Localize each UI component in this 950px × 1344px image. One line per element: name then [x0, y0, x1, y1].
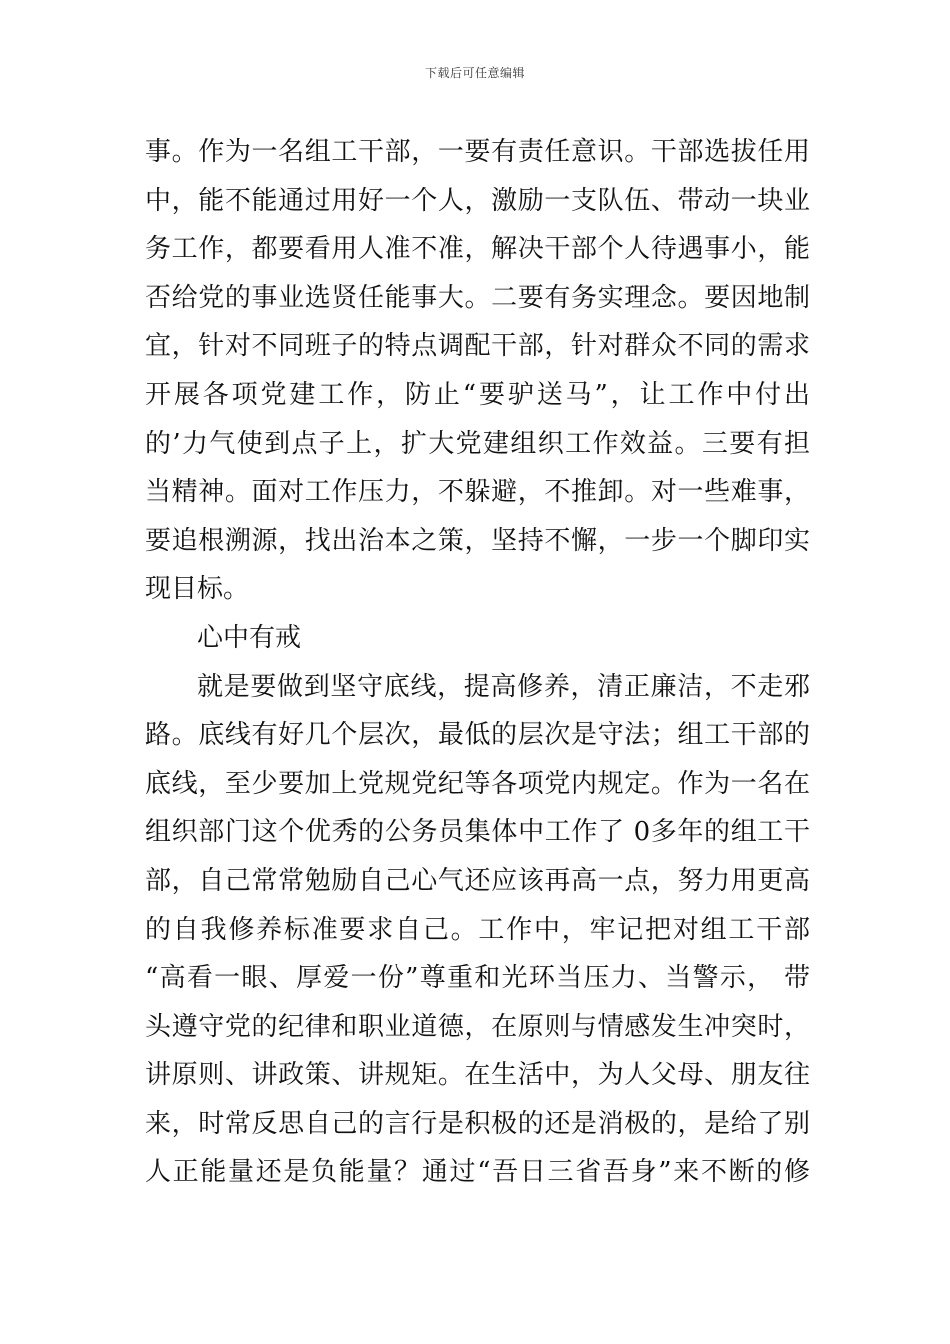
text-line: 讲原则、讲政策、讲规矩。在生活中，为人父母、朋友往: [145, 1060, 810, 1091]
text-line: 宜，针对不同班子的特点调配干部，针对群众不同的需求: [145, 331, 810, 362]
section-heading: 心中有戒: [197, 622, 302, 653]
text-line: “高看一眼、厚爱一份”尊重和光环当压力、当警示， 带: [145, 963, 810, 994]
text-line: 当精神。面对工作压力，不躲避，不推卸。对一些难事，: [145, 477, 810, 508]
text-line: 的’力气使到点子上，扩大党建组织工作效益。三要有担: [145, 428, 810, 459]
text-line: 头遵守党的纪律和职业道德，在原则与情感发生冲突时，: [145, 1011, 810, 1042]
text-line: 的自我修养标准要求自己。工作中，牢记把对组工干部: [145, 914, 810, 945]
text-line: 人正能量还是负能量？通过“吾日三省吾身”来不断的修: [145, 1157, 810, 1188]
text-line: 路。底线有好几个层次，最低的层次是守法；组工干部的: [145, 720, 810, 751]
text-line: 开展各项党建工作，防止“要驴送马”，让工作中付出: [145, 379, 810, 410]
text-line: 组织部门这个优秀的公务员集体中工作了 0多年的组工干: [145, 817, 810, 848]
text-line: 事。作为一名组工干部，一要有责任意识。干部选拔任用: [145, 137, 810, 167]
page-header: 下载后可任意编辑: [424, 66, 525, 80]
text-line: 现目标。: [145, 574, 250, 605]
text-line: 否给党的事业选贤任能事大。二要有务实理念。要因地制: [145, 282, 810, 313]
text-line: 务工作，都要看用人准不准，解决干部个人待遇事小，能: [145, 234, 810, 265]
text-line: 来，时常反思自己的言行是积极的还是消极的，是给了别: [145, 1108, 810, 1139]
text-line: 部，自己常常勉励自己心气还应该再高一点，努力用更高: [145, 865, 810, 896]
text-line: 底线，至少要加上党规党纪等各项党内规定。作为一名在: [145, 768, 810, 799]
text-line: 中，能不能通过用好一个人，激励一支队伍、带动一块业: [145, 185, 810, 216]
text-line: 就是要做到坚守底线，提高修养，清正廉洁，不走邪: [197, 671, 810, 702]
document-body: [145, 128, 810, 1197]
text-line: 要追根溯源，找出治本之策，坚持不懈，一步一个脚印实: [145, 525, 810, 556]
